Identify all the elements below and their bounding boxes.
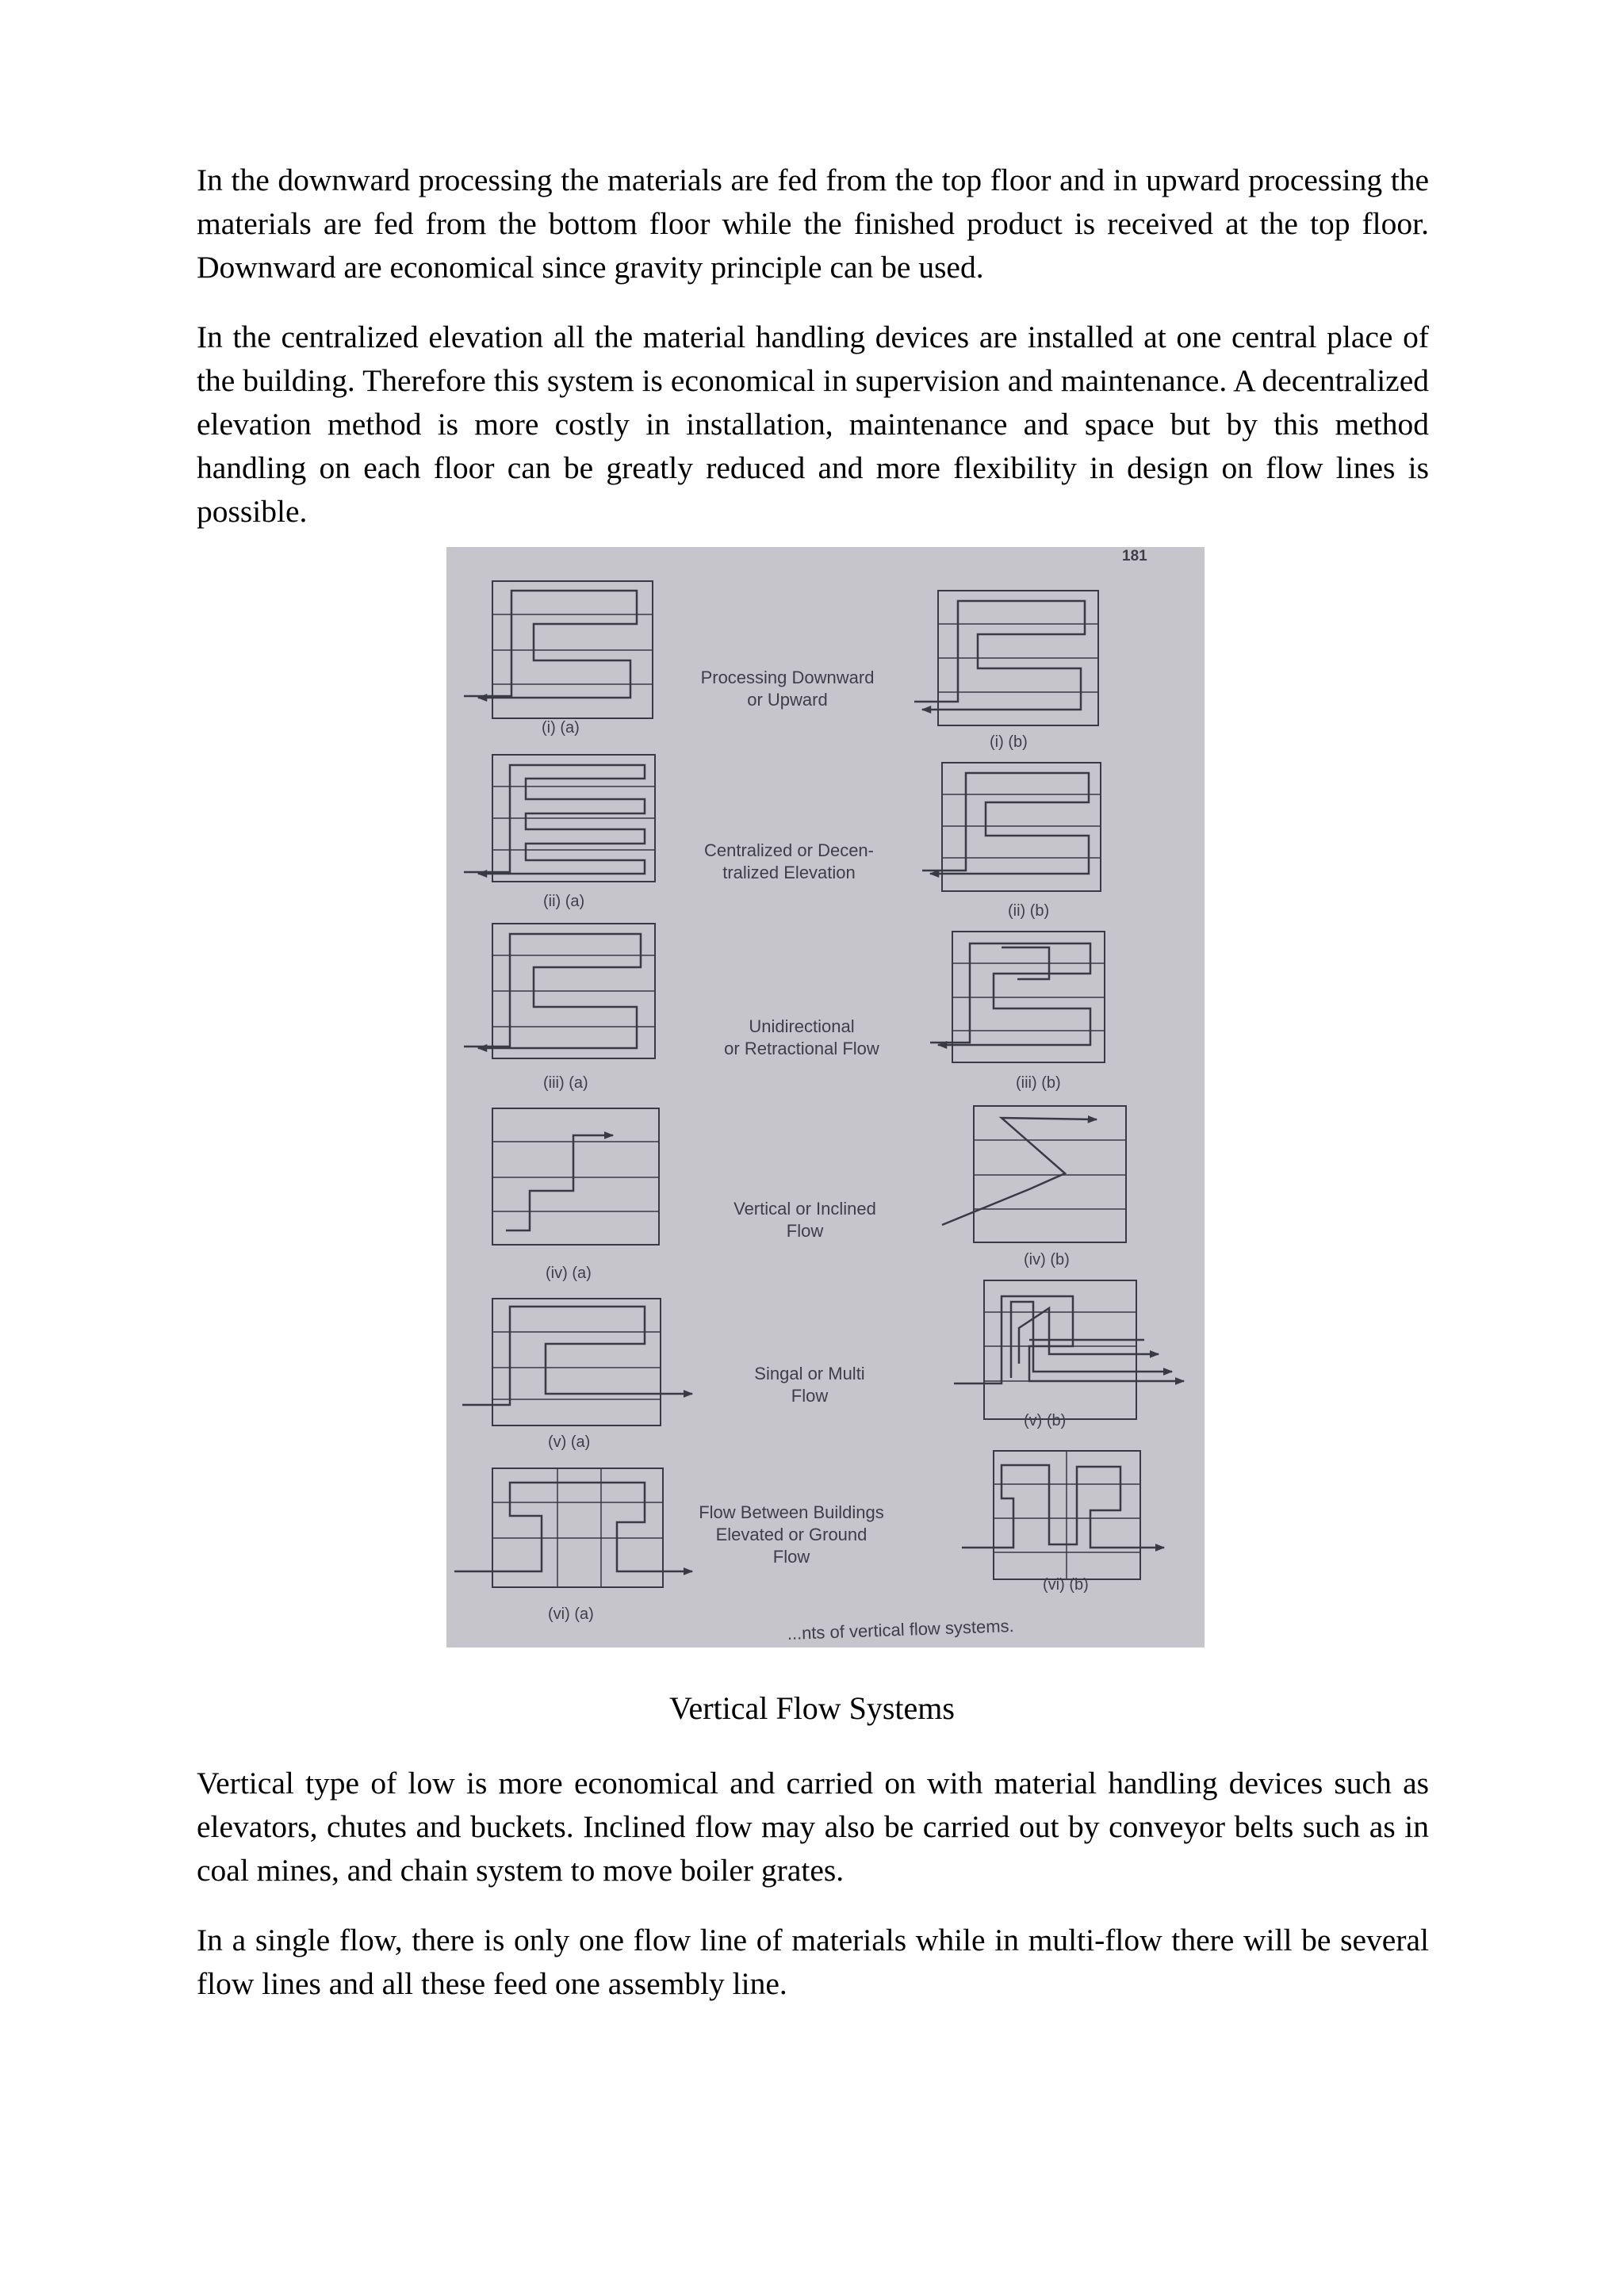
label-iii-a: (iii) (a)	[543, 1074, 588, 1092]
diagram-iv-b	[942, 1106, 1126, 1242]
diagram-iv-a	[492, 1108, 659, 1245]
title-vertical-line2: Flow	[786, 1221, 824, 1241]
label-ii-b: (ii) (b)	[1008, 902, 1050, 920]
title-singal-line1: Singal or Multi	[754, 1364, 865, 1383]
label-i-a: (i) (a)	[542, 719, 580, 737]
figure-bottom-caption: ...nts of vertical flow systems.	[787, 1616, 1015, 1644]
paragraph-centralized-elevation: In the centralized elevation all the material handling devices are installed at one central place of the building. Therefore this system is economical in supervision and maintenance. A decentralized elevation method is more costly in installation, maintenance and space but by this method handling on each floor can be greatly reduced and more flexibility in design on flow lines is possible.	[197, 320, 1429, 529]
title-unidirectional-line2: or Retractional Flow	[724, 1039, 879, 1058]
diagram-v-b	[954, 1280, 1184, 1419]
label-v-a: (v) (a)	[548, 1433, 591, 1451]
title-buildings-line2: Elevated or Ground	[715, 1525, 868, 1544]
title-buildings-line3: Flow	[772, 1547, 810, 1567]
title-buildings-line1: Flow Between Buildings	[699, 1502, 884, 1522]
label-v-b: (v) (b)	[1024, 1412, 1067, 1429]
label-ii-a: (ii) (a)	[543, 893, 585, 910]
title-processing-line2: or Upward	[747, 690, 828, 710]
diagram-ii-b	[922, 763, 1101, 891]
paragraph-single-multi-flow: In a single flow, there is only one flow line of materials while in multi-flow there will be several flow lines and all these feed one assembly line.	[197, 1923, 1429, 2001]
diagram-iii-a	[464, 924, 655, 1058]
label-i-b: (i) (b)	[990, 733, 1028, 751]
diagram-i-b	[914, 591, 1098, 725]
label-vi-a: (vi) (a)	[548, 1605, 594, 1623]
paragraph-downward-processing: In the downward processing the materials are fed from the top floor and in upward processing the materials are fed from the bottom floor while the finished product is received at the top floor. Downward are economical since gravity principle can be used.	[197, 163, 1429, 285]
diagram-vi-b	[962, 1451, 1164, 1579]
diagram-ii-a	[464, 755, 655, 882]
title-unidirectional-line1: Unidirectional	[749, 1016, 855, 1036]
figure-page-number: 181	[1122, 548, 1147, 564]
title-centralized-line2: tralized Elevation	[722, 863, 856, 882]
paragraph-vertical-flow: Vertical type of low is more economical and carried on with material handling devices such as elevators, chutes and buckets. Inclined flow may also be carried out by conveyor belts such as in coal mines, and chain system to move boiler grates.	[197, 1766, 1429, 1888]
title-vertical-line1: Vertical or Inclined	[733, 1199, 876, 1219]
diagram-vi-a	[454, 1468, 692, 1587]
vertical-flow-figure-photo	[446, 547, 1205, 1647]
label-iii-b: (iii) (b)	[1016, 1074, 1061, 1092]
figure-caption: Vertical Flow Systems	[669, 1690, 955, 1726]
label-iv-a: (iv) (a)	[546, 1265, 592, 1282]
diagram-v-a	[462, 1299, 692, 1425]
label-vi-b: (vi) (b)	[1043, 1576, 1089, 1594]
title-centralized-line1: Centralized or Decen-	[704, 840, 874, 860]
diagram-iii-b	[930, 932, 1105, 1062]
diagram-i-a	[464, 581, 653, 718]
title-processing-line1: Processing Downward	[700, 668, 875, 687]
title-singal-line2: Flow	[791, 1386, 829, 1406]
label-iv-b: (iv) (b)	[1024, 1251, 1070, 1269]
